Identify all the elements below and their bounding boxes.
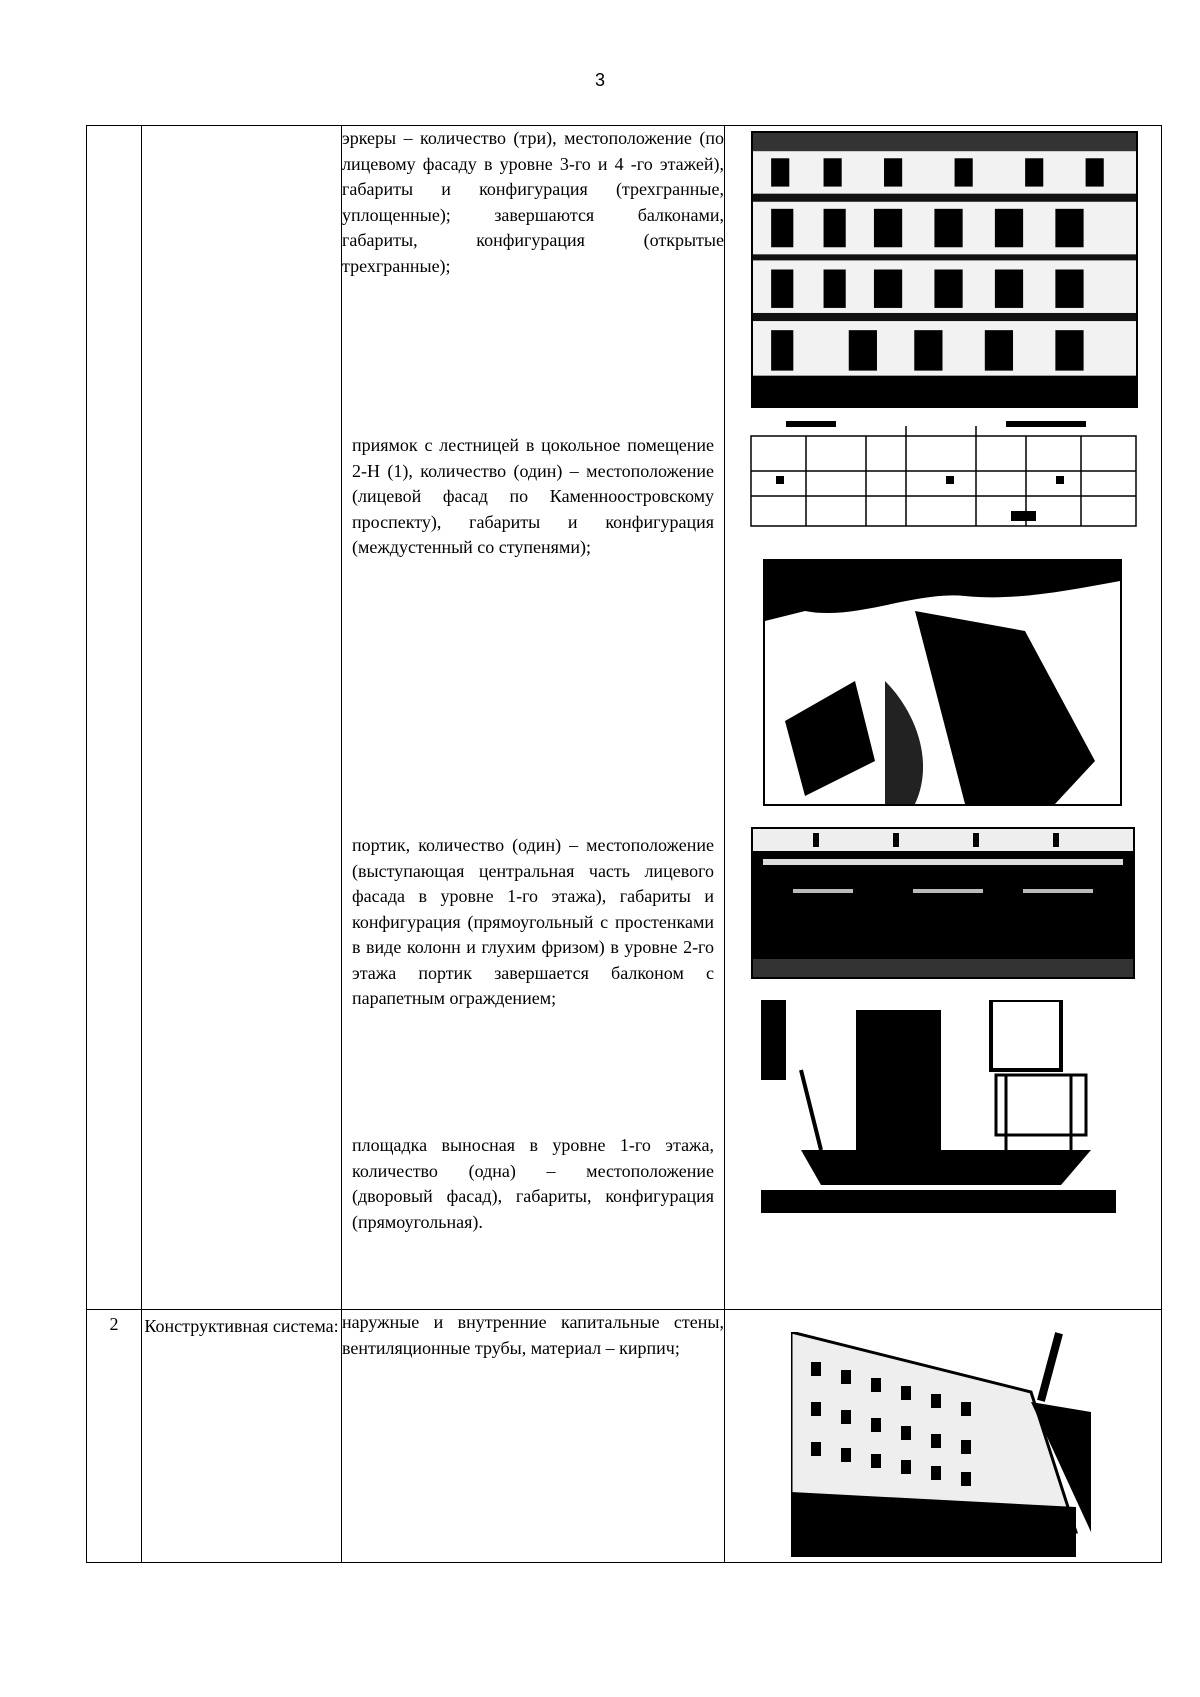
entry-portico: портик, количество (один) – местоположение (выступающая центральная часть лицевого фасада в уровне 1-го этажа), габариты и конфигурация (прямоугольный с простенками в виде колонн и глухим фризом) в уровне 2-го этажа портик завершается балконом с парапетным ограждением; bbox=[352, 835, 714, 1008]
row-number: 2 bbox=[87, 1310, 142, 1563]
photo-cell bbox=[725, 126, 1162, 1310]
table-row bbox=[87, 1310, 1162, 1563]
facade-photo bbox=[751, 131, 1138, 408]
entry-walls: наружные и внутренние капитальные стены, вентиляционные трубы, материал – кирпич; bbox=[342, 1312, 724, 1358]
description-cell bbox=[342, 1310, 725, 1563]
table-row bbox=[87, 126, 1162, 1310]
entry-pit: приямок с лестницей в цокольное помещение 2-Н (1), количество (один) – местоположение (лицевой фасад по Каменноостровскому проспекту), габариты и конфигурация (междустенный со ступенями); bbox=[352, 435, 714, 557]
floor-plan-image bbox=[746, 416, 1141, 536]
features-table bbox=[86, 125, 1162, 1563]
photo-cell bbox=[725, 1310, 1162, 1563]
entry-bay-windows: эркеры – количество (три), местоположение (по лицевому фасаду в уровне 3-го и 4 -го этажей), габариты и конфигурация (трехгранные, уплощенные); завершаются балконами, габариты, конфигурация (открытые трехгранные); bbox=[342, 128, 724, 276]
page-number: 3 bbox=[594, 70, 605, 90]
building-photo bbox=[791, 1332, 1091, 1557]
platform-photo bbox=[761, 1000, 1116, 1213]
pit-photo bbox=[763, 559, 1122, 806]
entry-platform: площадка выносная в уровне 1-го этажа, количество (одна) – местоположение (дворовый фасад), габариты, конфигурация (прямоугольная). bbox=[352, 1135, 714, 1232]
element-name: Конструктивная система: bbox=[142, 1310, 342, 1563]
description-cell bbox=[342, 126, 725, 1310]
element-name bbox=[142, 126, 342, 1310]
portico-photo bbox=[751, 827, 1135, 979]
row-number bbox=[87, 126, 142, 1310]
